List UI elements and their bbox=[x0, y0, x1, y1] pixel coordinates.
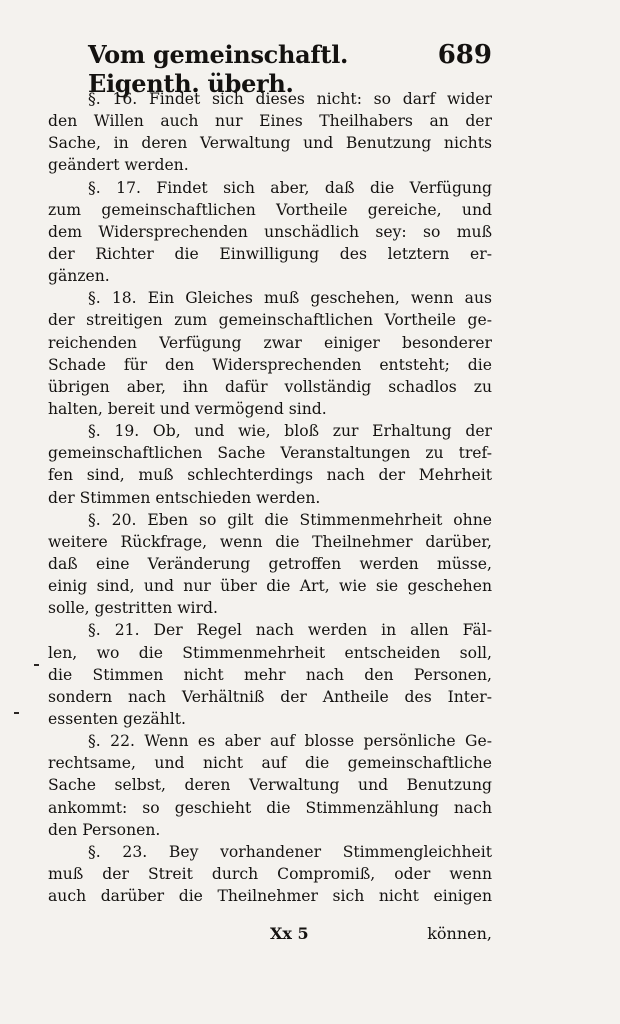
text-line: §. 22. Wenn es aber auf blosse persönliche Ge- bbox=[88, 732, 492, 751]
text-line: §. 19. Ob, und wie, bloß zur Erhaltung der bbox=[88, 422, 492, 441]
text-line: §. 17. Findet sich aber, daß die Verfügung bbox=[88, 178, 492, 197]
text-line: sondern nach Verhältniß der Antheile des Inter- bbox=[48, 687, 492, 706]
text-line: §. 23. Bey vorhandener Stimmengleichheit bbox=[88, 842, 492, 861]
text-line: muß der Streit durch Compromiß, oder wenn bbox=[48, 864, 492, 883]
text-line: gemeinschaftlichen Sache Veranstaltungen zu tref- bbox=[48, 444, 492, 463]
text-line: len, wo die Stimmenmehrheit entscheiden soll, bbox=[48, 643, 492, 662]
text-line: weitere Rückfrage, wenn die Theilnehmer darüber, bbox=[48, 532, 492, 551]
text-line: rechtsame, und nicht auf die gemeinschaftliche bbox=[48, 754, 492, 773]
text-line: ankommt: so geschieht die Stimmenzählung nach bbox=[48, 798, 492, 817]
text-line: essenten gezählt. bbox=[48, 709, 186, 728]
page-number: 689 bbox=[437, 40, 492, 70]
text-line: solle, gestritten wird. bbox=[48, 599, 218, 618]
text-line: §. 16. Findet sich dieses nicht: so darf wider bbox=[88, 90, 492, 108]
text-line: Sache, in deren Verwaltung und Benutzung nichts bbox=[48, 134, 492, 153]
text-line: §. 18. Ein Gleiches muß geschehen, wenn aus bbox=[88, 289, 492, 308]
text-line: daß eine Veränderung getroffen werden müsse, bbox=[48, 554, 492, 573]
text-line: gänzen. bbox=[48, 267, 110, 286]
text-line: geändert werden. bbox=[48, 156, 189, 175]
text-line: dem Widersprechenden unschädlich sey: so muß bbox=[48, 222, 492, 241]
margin-tick-mark bbox=[14, 712, 19, 714]
text-line: Schade für den Widersprechenden entsteht; die bbox=[48, 355, 492, 374]
text-line: halten, bereit und vermögend sind. bbox=[48, 399, 327, 418]
text-line: Sache selbst, deren Verwaltung und Benutzung bbox=[48, 776, 492, 795]
margin-tick-mark bbox=[34, 664, 39, 666]
catchword: können, bbox=[427, 924, 492, 943]
text-line: der Richter die Einwilligung des letztern er- bbox=[48, 244, 492, 263]
signature-mark: Xx 5 bbox=[270, 924, 309, 943]
page-footer bbox=[48, 924, 492, 950]
text-line: den Willen auch nur Eines Theilhabers an der bbox=[48, 112, 492, 131]
body-text bbox=[48, 88, 492, 907]
text-line: §. 21. Der Regel nach werden in allen Fäl- bbox=[88, 621, 492, 640]
text-line: zum gemeinschaftlichen Vortheile gereiche, und bbox=[48, 200, 492, 219]
page-header bbox=[88, 40, 492, 98]
text-line: übrigen aber, ihn dafür vollständig schadlos zu bbox=[48, 377, 492, 396]
text-line: einig sind, und nur über die Art, wie sie geschehen bbox=[48, 577, 492, 596]
text-line: §. 20. Eben so gilt die Stimmenmehrheit ohne bbox=[88, 510, 492, 529]
text-line: der Stimmen entschieden werden. bbox=[48, 488, 321, 507]
text-line: der streitigen zum gemeinschaftlichen Vortheile ge- bbox=[48, 311, 492, 330]
text-line: reichenden Verfügung zwar einiger besonderer bbox=[48, 333, 492, 352]
text-line: fen sind, muß schlechterdings nach der Mehrheit bbox=[48, 466, 492, 485]
running-title: Vom gemeinschaftl. Eigenth. überh. bbox=[88, 40, 349, 98]
text-line: auch darüber die Theilnehmer sich nicht einigen bbox=[48, 887, 492, 906]
text-line: den Personen. bbox=[48, 820, 161, 839]
text-line: die Stimmen nicht mehr nach den Personen, bbox=[48, 665, 492, 684]
